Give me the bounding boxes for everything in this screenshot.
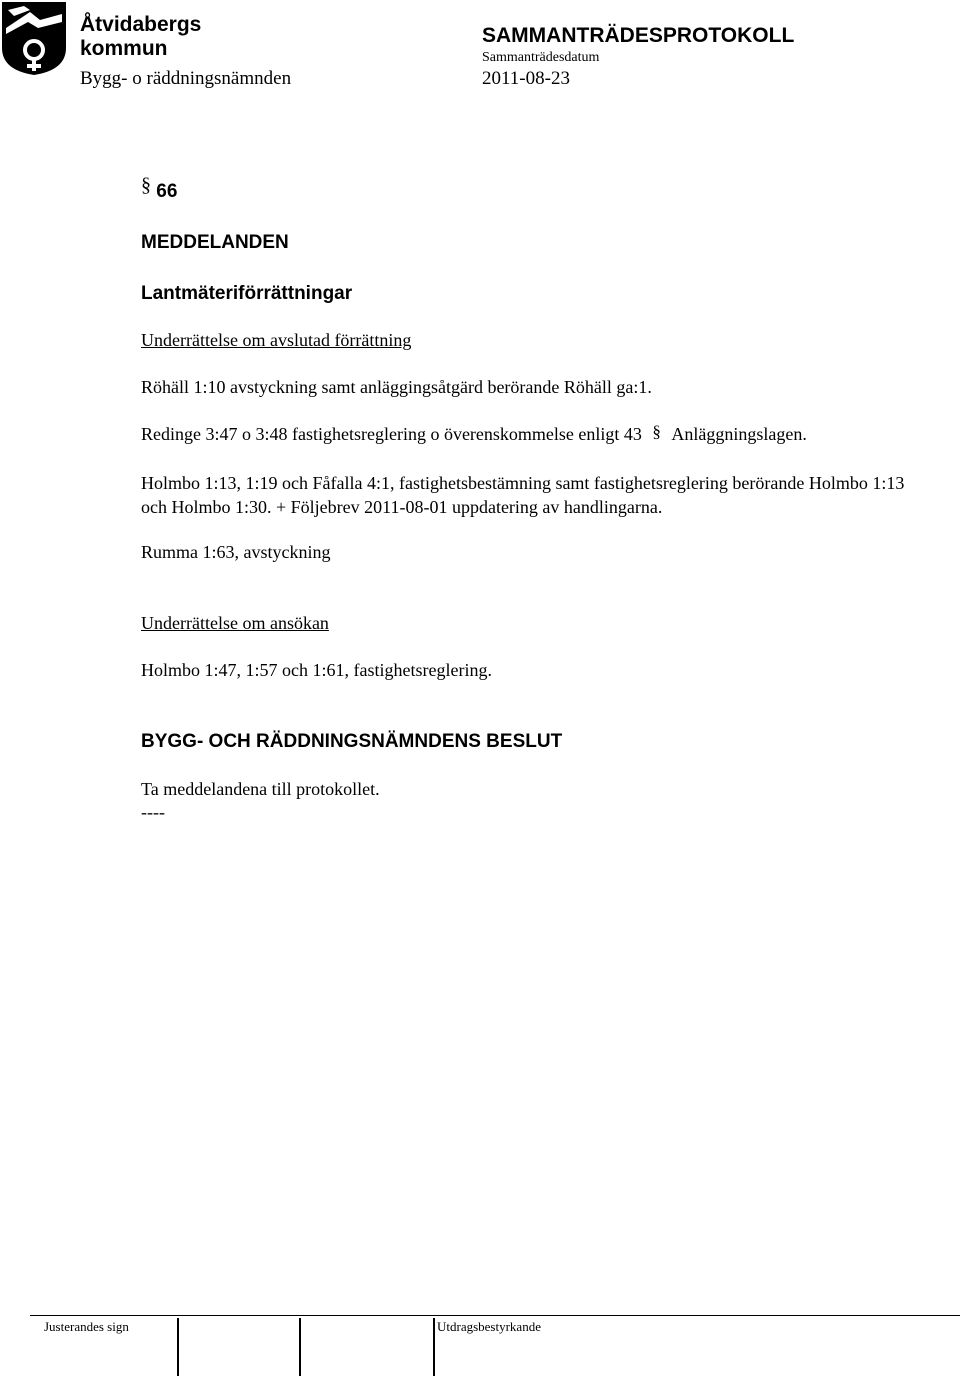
list-item: Rumma 1:63, avstyckning	[141, 542, 331, 562]
section-title: MEDDELANDEN	[141, 232, 289, 253]
signature-box-divider	[177, 1318, 179, 1376]
footer-divider	[30, 1315, 960, 1316]
brand-name-line2: kommun	[80, 37, 168, 60]
list-item: Holmbo 1:13, 1:19 och Fåfalla 4:1, fastighetsbestämning samt fastighetsreglering berörande Holmbo 1:13 och Holmbo 1:30. + Följebrev 2011-08-01 uppdatering av handlingarna.	[141, 473, 905, 517]
brand-name-line1: Åtvidabergs	[80, 13, 202, 36]
committee-name: Bygg- o räddningsnämnden	[80, 68, 292, 89]
meeting-date: 2011-08-23	[482, 68, 570, 89]
list-item-text: Redinge 3:47 o 3:48 fastighetsreglering o överenskommelse enligt 43	[141, 424, 642, 444]
section-number: 66	[156, 181, 178, 202]
protocol-title: SAMMANTRÄDESPROTOKOLL	[482, 24, 795, 47]
date-label: Sammanträdesdatum	[482, 50, 600, 65]
signature-box-divider	[433, 1318, 435, 1376]
paragraph-symbol: §	[652, 422, 661, 441]
decision-heading: BYGG- OCH RÄDDNINGSNÄMNDENS BESLUT	[141, 731, 563, 752]
footer-left-label: Justerandes sign	[44, 1319, 129, 1334]
municipality-logo-icon	[0, 0, 68, 76]
footer-right-label: Utdragsbestyrkande	[437, 1319, 541, 1334]
group1-heading: Underrättelse om avslutad förrättning	[141, 330, 412, 350]
section-symbol: §	[141, 174, 151, 196]
signature-box-divider	[299, 1318, 301, 1376]
list-item-text: Anläggningslagen.	[671, 424, 807, 444]
group2-heading: Underrättelse om ansökan	[141, 613, 329, 633]
list-item: Holmbo 1:47, 1:57 och 1:61, fastighetsreglering.	[141, 660, 492, 680]
end-mark: ----	[141, 802, 165, 822]
section-header	[141, 174, 178, 203]
decision-text: Ta meddelandena till protokollet.	[141, 779, 380, 799]
list-item	[141, 424, 807, 445]
list-item: Röhäll 1:10 avstyckning samt anläggingsåtgärd berörande Röhäll ga:1.	[141, 377, 652, 397]
section-subtitle: Lantmäteriförrättningar	[141, 283, 353, 304]
